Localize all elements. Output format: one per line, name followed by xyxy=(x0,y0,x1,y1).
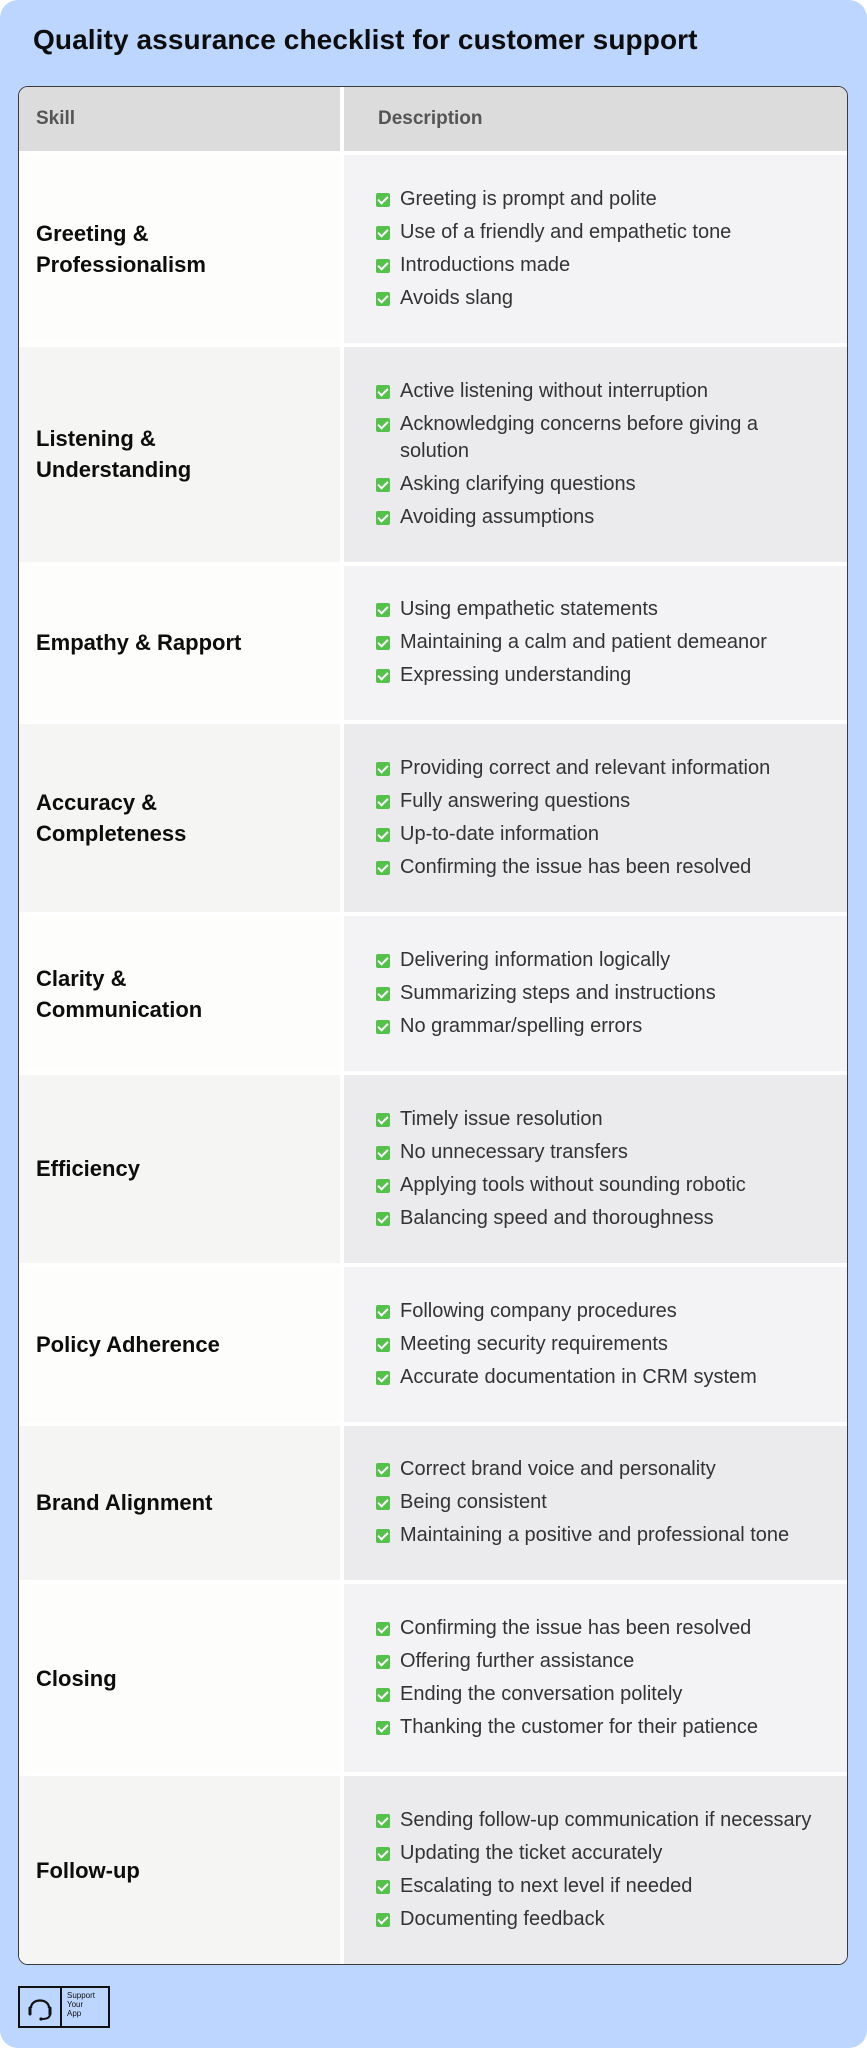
description-cell xyxy=(344,916,847,1071)
checkmark-icon xyxy=(376,669,390,683)
checklist-item xyxy=(376,788,831,815)
checklist-item xyxy=(376,1298,831,1325)
description-cell xyxy=(344,566,847,721)
checklist-item-text: Active listening without interruption xyxy=(400,379,708,402)
checklist-item-text: Sending follow-up communication if necessary xyxy=(400,1809,812,1832)
description-cell xyxy=(344,1776,847,1964)
checklist-item-text: Offering further assistance xyxy=(400,1650,635,1673)
checkmark-icon xyxy=(376,1020,390,1034)
headset-icon xyxy=(20,1988,62,2026)
checkmark-icon xyxy=(376,1113,390,1127)
description-cell xyxy=(344,724,847,912)
checklist-item-text: Avoids slang xyxy=(400,286,514,309)
skill-cell: Greeting & Professionalism xyxy=(19,155,340,343)
checklist-item-text: Timely issue resolution xyxy=(400,1107,603,1130)
checklist-item xyxy=(376,596,831,623)
checklist-item-text: Providing correct and relevant information xyxy=(400,757,771,780)
checklist-item-text: Applying tools without sounding robotic xyxy=(400,1173,746,1196)
checklist-item-text: Maintaining a calm and patient demeanor xyxy=(400,631,767,654)
skill-cell: Follow-up xyxy=(19,1776,340,1964)
checklist-item-text: Using empathetic statements xyxy=(400,598,658,621)
checklist-item-text: Avoiding assumptions xyxy=(400,505,595,528)
checklist-item xyxy=(376,1615,831,1642)
checklist-item-text: Correct brand voice and personality xyxy=(400,1458,716,1481)
checklist-item-text: Expressing understanding xyxy=(400,664,632,687)
checklist-item xyxy=(376,1331,831,1358)
checklist-item xyxy=(376,1648,831,1675)
header-description: Description xyxy=(344,87,847,151)
checkmark-icon xyxy=(376,1814,390,1828)
checklist-item xyxy=(376,1714,831,1741)
description-cell xyxy=(344,1075,847,1263)
checklist-item-text: Confirming the issue has been resolved xyxy=(400,1617,752,1640)
checkmark-icon xyxy=(376,954,390,968)
checklist-item xyxy=(376,252,831,279)
checklist-item-text: Asking clarifying questions xyxy=(400,472,636,495)
description-cell xyxy=(344,1426,847,1581)
description-cell xyxy=(344,1267,847,1422)
checkmark-icon xyxy=(376,987,390,1001)
checklist-item xyxy=(376,980,831,1007)
skill-cell: Accuracy & Completeness xyxy=(19,724,340,912)
logo-text: Support Your App xyxy=(67,1991,96,2018)
checklist-item xyxy=(376,629,831,656)
checklist-item-text: Delivering information logically xyxy=(400,949,671,972)
header-skill: Skill xyxy=(19,87,340,151)
checklist-item xyxy=(376,1013,831,1040)
checkmark-icon xyxy=(376,861,390,875)
checklist-item-text: Thanking the customer for their patience xyxy=(400,1716,758,1739)
support-your-app-logo xyxy=(18,1986,110,2028)
checkmark-icon xyxy=(376,1212,390,1226)
checklist-item-text: Documenting feedback xyxy=(400,1908,605,1931)
checklist-item-text: Meeting security requirements xyxy=(400,1332,668,1355)
checkmark-icon xyxy=(376,1721,390,1735)
checklist-item xyxy=(376,1681,831,1708)
checklist-item xyxy=(376,1106,831,1133)
checklist-item xyxy=(376,186,831,213)
checklist-item-text: Confirming the issue has been resolved xyxy=(400,856,752,879)
checklist-item-text: No unnecessary transfers xyxy=(400,1140,628,1163)
checkmark-icon xyxy=(376,226,390,240)
checklist-item xyxy=(376,1873,831,1900)
skill-cell: Brand Alignment xyxy=(19,1426,340,1581)
description-cell xyxy=(344,347,847,562)
checklist-item-text: Summarizing steps and instructions xyxy=(400,982,716,1005)
skill-cell: Policy Adherence xyxy=(19,1267,340,1422)
skill-cell: Closing xyxy=(19,1584,340,1772)
checklist-grid xyxy=(19,87,847,1964)
checklist-item xyxy=(376,854,831,881)
checkmark-icon xyxy=(376,259,390,273)
checkmark-icon xyxy=(376,1371,390,1385)
checklist-item xyxy=(376,1456,831,1483)
checklist-table xyxy=(18,86,848,1965)
checkmark-icon xyxy=(376,385,390,399)
checkmark-icon xyxy=(376,478,390,492)
checkmark-icon xyxy=(376,193,390,207)
checklist-item-text: Accurate documentation in CRM system xyxy=(400,1365,757,1388)
checkmark-icon xyxy=(376,1496,390,1510)
description-cell xyxy=(344,155,847,343)
checklist-item-text: Balancing speed and thoroughness xyxy=(400,1206,714,1229)
checklist-item-text: Fully answering questions xyxy=(400,790,631,813)
checklist-item xyxy=(376,285,831,312)
checkmark-icon xyxy=(376,1529,390,1543)
checklist-item xyxy=(376,504,831,531)
checklist-item-text: Use of a friendly and empathetic tone xyxy=(400,220,732,243)
checkmark-icon xyxy=(376,1622,390,1636)
page-title: Quality assurance checklist for customer support xyxy=(33,24,698,55)
checkmark-icon xyxy=(376,1463,390,1477)
checkmark-icon xyxy=(376,828,390,842)
checkmark-icon xyxy=(376,292,390,306)
skill-cell: Clarity & Communication xyxy=(19,916,340,1071)
checklist-item xyxy=(376,821,831,848)
checkmark-icon xyxy=(376,1338,390,1352)
checkmark-icon xyxy=(376,1913,390,1927)
checkmark-icon xyxy=(376,636,390,650)
checklist-item xyxy=(376,1205,831,1232)
checklist-item-text: Up-to-date information xyxy=(400,823,599,846)
checklist-item xyxy=(376,1906,831,1933)
checklist-item-text: Following company procedures xyxy=(400,1299,677,1322)
checklist-item xyxy=(376,471,831,498)
checklist-item xyxy=(376,1364,831,1391)
checklist-item xyxy=(376,1840,831,1867)
checkmark-icon xyxy=(376,1305,390,1319)
checkmark-icon xyxy=(376,1655,390,1669)
skill-cell: Empathy & Rapport xyxy=(19,566,340,721)
skill-cell: Efficiency xyxy=(19,1075,340,1263)
checklist-item xyxy=(376,1489,831,1516)
checklist-item-text: No grammar/spelling errors xyxy=(400,1015,643,1038)
checklist-item xyxy=(376,1807,831,1834)
checkmark-icon xyxy=(376,1179,390,1193)
description-cell xyxy=(344,1584,847,1772)
checkmark-icon xyxy=(376,418,390,432)
checklist-item xyxy=(376,1139,831,1166)
checklist-item xyxy=(376,378,831,405)
checklist-item-text: Ending the conversation politely xyxy=(400,1683,683,1706)
checklist-item-text: Introductions made xyxy=(400,253,571,276)
checklist-item xyxy=(376,411,831,465)
checkmark-icon xyxy=(376,1146,390,1160)
checklist-item-text: Acknowledging concerns before giving a solution xyxy=(400,412,758,462)
checklist-item xyxy=(376,1522,831,1549)
checkmark-icon xyxy=(376,603,390,617)
checkmark-icon xyxy=(376,795,390,809)
checklist-item xyxy=(376,662,831,689)
checkmark-icon xyxy=(376,1847,390,1861)
checkmark-icon xyxy=(376,1688,390,1702)
checkmark-icon xyxy=(376,511,390,525)
checklist-item xyxy=(376,755,831,782)
checkmark-icon xyxy=(376,1880,390,1894)
skill-cell: Listening & Understanding xyxy=(19,347,340,562)
checklist-item xyxy=(376,1172,831,1199)
checklist-item xyxy=(376,219,831,246)
checklist-item-text: Maintaining a positive and professional tone xyxy=(400,1524,790,1547)
checklist-item-text: Being consistent xyxy=(400,1491,547,1514)
checkmark-icon xyxy=(376,762,390,776)
checklist-item-text: Greeting is prompt and polite xyxy=(400,187,657,210)
checklist-item xyxy=(376,947,831,974)
checklist-item-text: Updating the ticket accurately xyxy=(400,1842,663,1865)
checklist-item-text: Escalating to next level if needed xyxy=(400,1875,693,1898)
